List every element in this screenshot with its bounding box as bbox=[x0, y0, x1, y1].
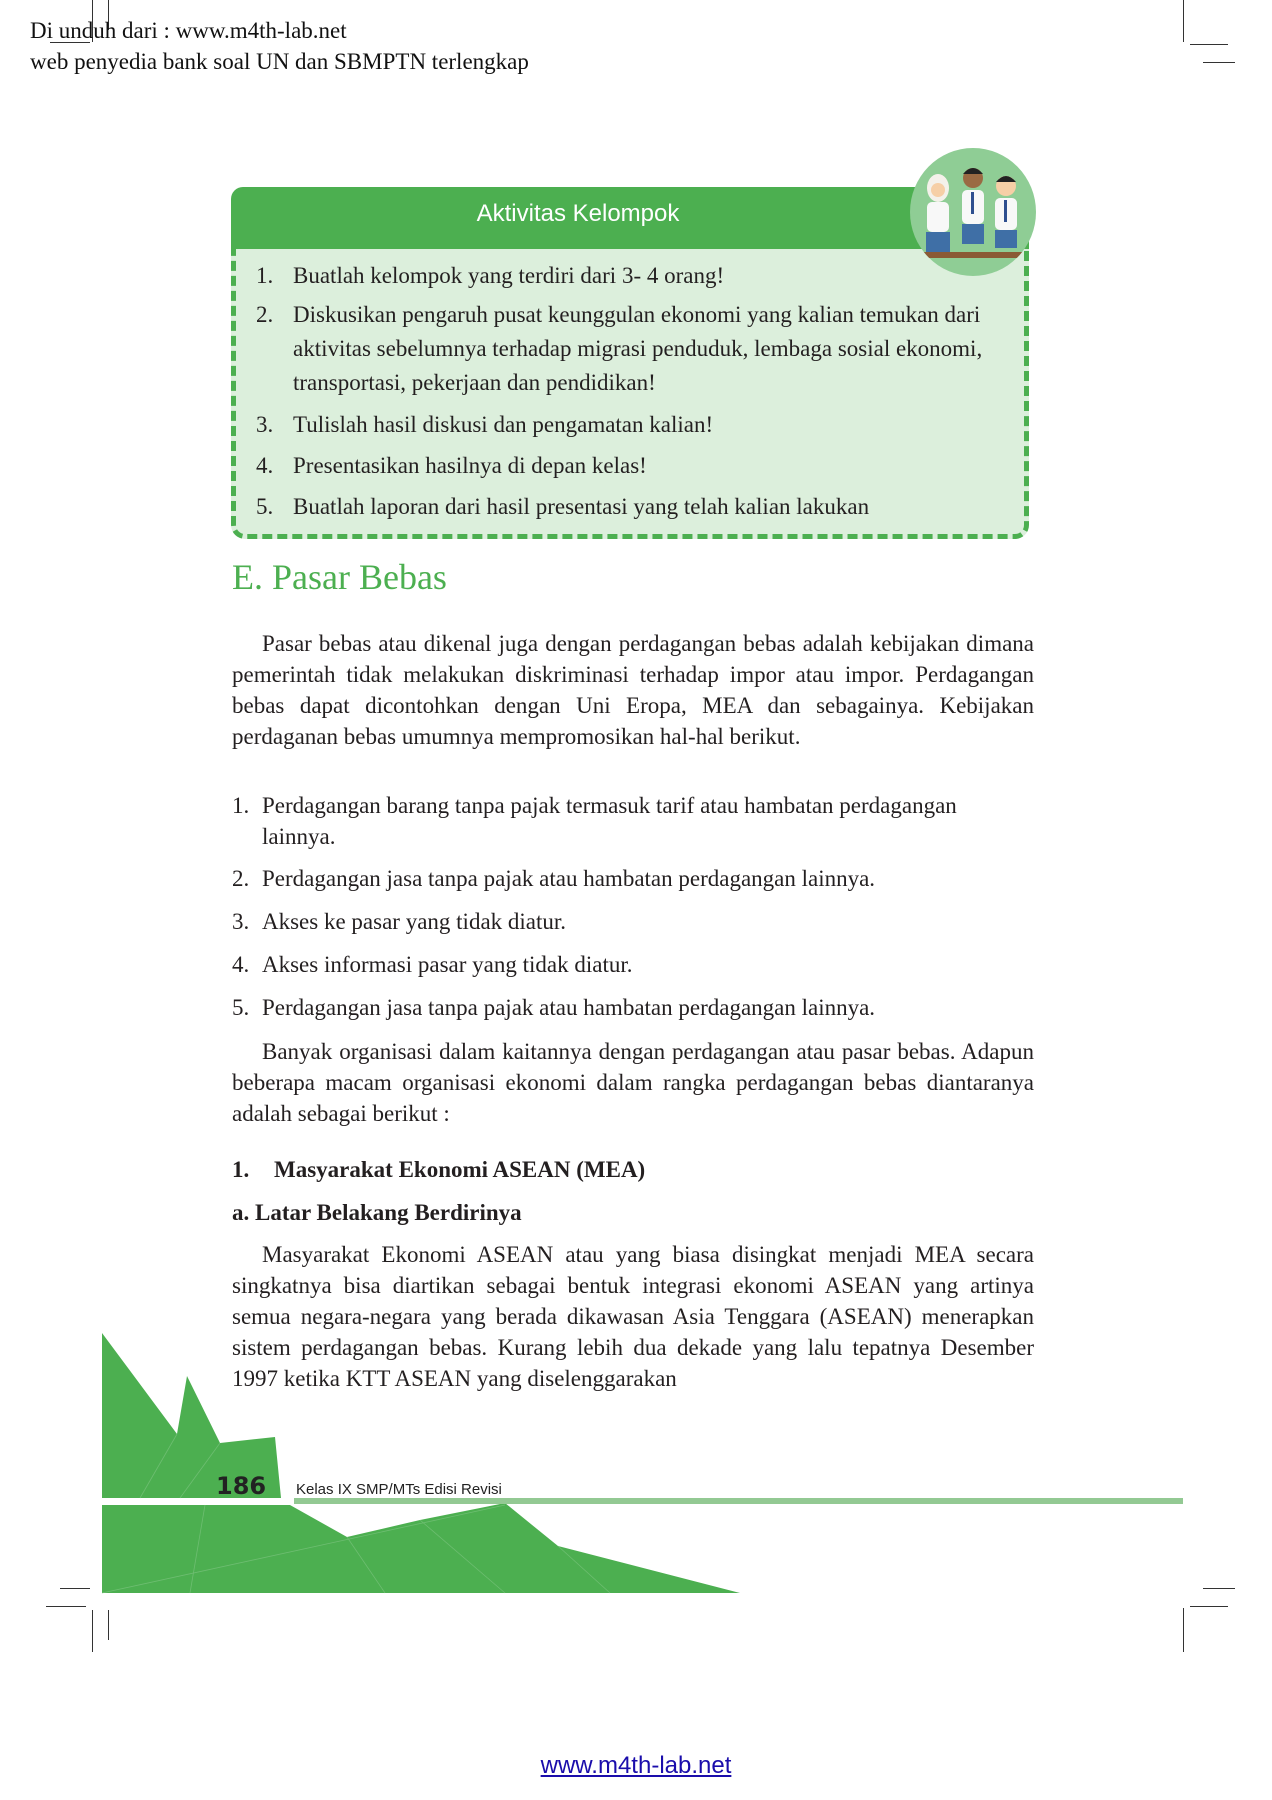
paragraph: Banyak organisasi dalam kaitannya dengan perdagangan atau pasar bebas. Adapun beberapa macam organisasi ekonomi dalam rangka perdagangan bebas diantaranya adalah sebagai berikut : bbox=[232, 1039, 1034, 1126]
site-tagline: web penyedia bank soal UN dan SBMPTN terlengkap bbox=[30, 49, 529, 74]
item-text: Presentasikan hasilnya di depan kelas! bbox=[293, 453, 647, 478]
item-text: Perdagangan jasa tanpa pajak atau hambatan perdagangan lainnya. bbox=[262, 866, 876, 891]
item-text: Perdagangan jasa tanpa pajak atau hambatan perdagangan lainnya. bbox=[262, 995, 876, 1020]
footer-rule bbox=[294, 1498, 1183, 1504]
paragraph: Pasar bebas atau dikenal juga dengan perdagangan bebas adalah kebijakan dimana pemerintah tidak melakukan diskriminasi terhadap impor atau impor. Perdagangan bebas dapat dicontohkan dengan Uni Eropa, MEA dan sebagainya. Kebijakan perdaganan bebas umumnya mempromosikan hal-hal berikut. bbox=[232, 631, 1034, 749]
item-text: Diskusikan pengaruh pusat keunggulan ekonomi yang kalian temukan dari aktivitas sebelumnya terhadap migrasi penduduk, lembaga sosial ekonomi, transportasi, pekerjaan dan pendidikan! bbox=[293, 302, 983, 395]
item-number: 5. bbox=[256, 494, 274, 519]
item-number: 3. bbox=[232, 909, 250, 934]
item-number: 5. bbox=[232, 995, 250, 1020]
sub-subheading: a. Latar Belakang Berdirinya bbox=[232, 1200, 522, 1225]
item-number: 2. bbox=[232, 866, 250, 891]
item-number: 3. bbox=[256, 412, 274, 437]
activity-box-title: Aktivitas Kelompok bbox=[476, 200, 680, 227]
item-text: Akses informasi pasar yang tidak diatur. bbox=[262, 952, 633, 977]
item-number: 1. bbox=[256, 263, 274, 288]
item-number: 4. bbox=[256, 453, 274, 478]
page-number: 186 bbox=[216, 1472, 267, 1500]
item-text: Akses ke pasar yang tidak diatur. bbox=[262, 909, 567, 934]
item-text: Buatlah laporan dari hasil presentasi yang telah kalian lakukan bbox=[293, 494, 870, 519]
item-text: Buatlah kelompok yang terdiri dari 3- 4 orang! bbox=[293, 263, 725, 288]
paragraph: Masyarakat Ekonomi ASEAN atau yang biasa disingkat menjadi MEA secara singkatnya bisa diartikan sebagai bentuk integrasi ekonomi ASEAN yang artinya semua negara-negara yang berada dikawasan Asia Tenggara (ASEAN) menerapkan sistem perdagangan bebas. Kurang lebih dua dekade yang lalu tepatnya Desember 1997 ketika KTT ASEAN yang diselenggarakan bbox=[232, 1242, 1034, 1391]
section-heading: E. Pasar Bebas bbox=[232, 557, 447, 597]
item-number: 4. bbox=[232, 952, 250, 977]
item-text: Tulislah hasil diskusi dan pengamatan kalian! bbox=[293, 412, 714, 437]
item-number: 1. bbox=[232, 793, 250, 818]
download-source-text: Di unduh dari : www.m4th-lab.net bbox=[30, 18, 347, 43]
subheading-number: 1. bbox=[232, 1157, 250, 1182]
item-text: Perdagangan barang tanpa pajak termasuk tarif atau hambatan perdagangan lainnya. bbox=[262, 793, 957, 849]
website-link[interactable]: www.m4th-lab.net bbox=[540, 1752, 732, 1779]
item-number: 2. bbox=[256, 302, 274, 327]
book-title: Kelas IX SMP/MTs Edisi Revisi bbox=[296, 1481, 502, 1498]
subheading-text: Masyarakat Ekonomi ASEAN (MEA) bbox=[274, 1157, 646, 1182]
